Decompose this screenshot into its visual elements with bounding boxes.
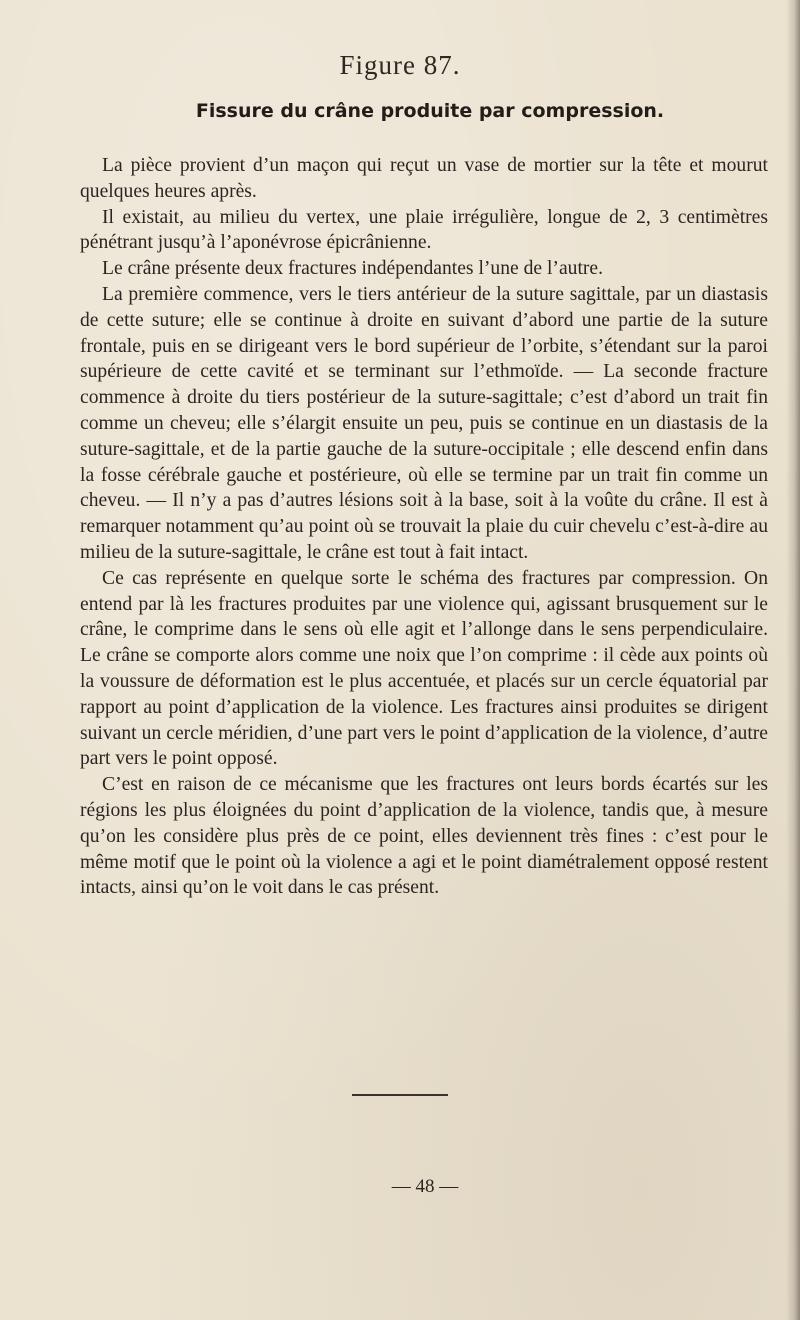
paragraph: Il existait, au milieu du vertex, une plaie irrégulière, longue de 2, 3 centimètres pénétrant jusqu’à l’aponévrose épicrânienne. <box>80 206 768 254</box>
body-text <box>80 153 768 901</box>
paragraph: Ce cas représente en quelque sorte le schéma des fractures par compression. On entend par là les fractures produites par une violence qui, agissant brusquement sur le crâne, le comprime dans le sens où elle agit et l’allonge dans le sens perpendiculaire. Le crâne se comporte alors comme une noix que l’on comprime : il cède aux points où la voussure de déformation est le plus accentuée, et placés sur un cercle équatorial par rapport au point d’application de la violence. Les fractures ainsi produites se dirigent suivant un cercle méridien, d’une part vers le point d’application de la violence, d’autre part vers le point opposé. <box>80 567 768 770</box>
paragraph: La première commence, vers le tiers antérieur de la suture sagittale, par un diastasis de cette suture; elle se continue à droite en suivant d’abord une partie de la suture frontale, puis en se dirigeant vers le bord supérieur de l’orbite, s’étendant sur la paroi supérieure de cette cavité et se terminant sur l’ethmoïde. — La seconde fracture commence à droite du tiers postérieur de la suture-sagittale; c’est d’abord un trait fin comme un cheveu; elle s’élargit ensuite un peu, puis se continue en un diastasis de la suture-sagittale, et de la partie gauche de la suture-occipitale ; elle descend enfin dans la fosse cérébrale gauche et postérieure, où elle se termine par un trait fin comme un cheveu. — Il n’y a pas d’autres lésions soit à la base, soit à la voûte du crâne. Il est à remarquer notamment qu’au point où se trouvait la plaie du cuir chevelu c’est-à-dire au milieu de la suture-sagittale, le crâne est tout à fait intact. <box>80 283 768 563</box>
end-divider <box>352 1094 448 1096</box>
page-edge-shadow <box>786 0 800 1320</box>
paragraph: C’est en raison de ce mécanisme que les fractures ont leurs bords écartés sur les régions les plus éloignées du point d’application de la violence, tandis que, à mesure qu’on les considère plus près de ce point, elles deviennent très fines : c’est pour le même motif que le point où la violence a agi et le point diamétralement opposé restent intacts, ainsi qu’on le voit dans le cas présent. <box>80 774 768 899</box>
page-number: — 48 — <box>391 1176 459 1197</box>
paragraph: Le crâne présente deux fractures indépendantes l’une de l’autre. <box>102 258 604 280</box>
page-title: Fissure du crâne produite par compression. <box>195 100 665 122</box>
figure-label: Figure 87. <box>339 50 461 80</box>
paragraph: La pièce provient d’un maçon qui reçut un vase de mortier sur la tête et mourut quelques heures après. <box>80 155 768 202</box>
